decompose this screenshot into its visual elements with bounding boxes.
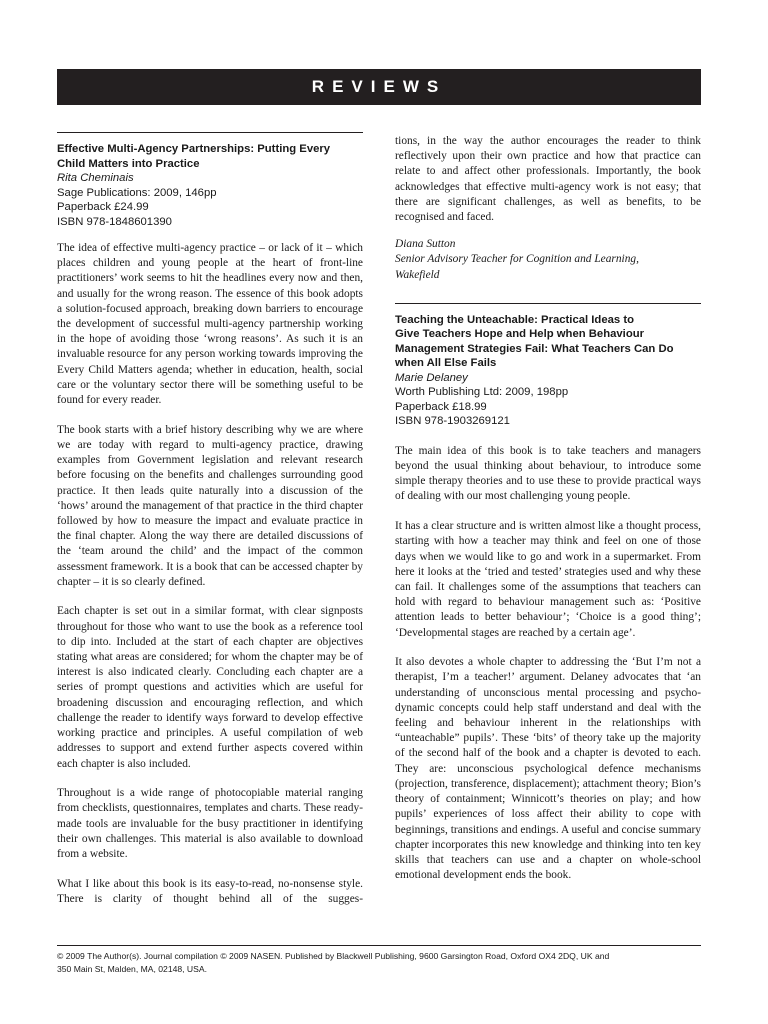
review1-author: Rita Cheminais: [57, 172, 134, 184]
review1-paragraph: What I like about this book is its easy-to-read, no-nonsense style. There is clarity of thought behind all of the sugges-: [57, 877, 363, 905]
review1-title-line: Child Matters into Practice: [57, 157, 200, 170]
review2-paragraph: It also devotes a whole chapter to addressing the ‘But I’m not a therapist, I’m a teacher!’ argument. Delaney advocates that ‘an understanding of unconscious mental processing and psycho-dynamic concepts could help staff understand and deal with the feeling and behaviour inherent in the relationships with “unteachable” pupils’. These ‘bits’ of theory take up the majority of the second half of the book and a chapter is devoted to each. They are: unconscious psychological defence mechanisms (projection, transference, displacement); attachment theory; Bion’s theory of containment; Winnicott’s theories on play; and how pupils’ experiences of loss affect their ability to cope with beginnings, transitions and endings. A useful and concise summary chapter incorporates this new knowledge and thinking into ten key skills that teachers can use and a chapter on whole-school emotional development ends the book.: [395, 656, 701, 882]
review2-title-line: when All Else Fails: [395, 357, 497, 370]
review1-reviewer-location: Wakefield: [395, 268, 440, 281]
review1-reviewer-role: Senior Advisory Teacher for Cognition and Learning,: [395, 253, 639, 266]
review2-publisher: Worth Publishing Ltd: 2009, 198pp: [395, 386, 569, 399]
review2-price: Paperback £18.99: [395, 400, 487, 413]
copyright-footer: [57, 950, 707, 975]
review2-title-line: Management Strategies Fail: What Teachers Can Do: [395, 342, 674, 355]
right-column: [395, 134, 701, 898]
review1-paragraph: Each chapter is set out in a similar format, with clear signposts throughout for those who want to use the book as a reference tool to dip into. Included at the start of each chapter are objectives stating what areas are considered; for whom the chapter may be of interest is also indicated clearly. Concluding each chapter are a series of prompt questions and activities which are useful for broadening discussion and encouraging reflection, and which challenge the reader to identify ways forward to develop effective working practice and principles. A useful compilation of web addresses to support and extend further aspects covered within each chapter is also included.: [57, 605, 363, 770]
review2-paragraph: The main idea of this book is to take teachers and managers beyond the usual thinking about behaviour, to introduce some simple therapy theories and to use these to provide practical ways of dealing with our most challenging young people.: [395, 444, 701, 503]
review1-paragraph: Throughout is a wide range of photocopiable material ranging from checklists, questionnaires, templates and charts. These ready-made tools are invaluable for the busy practitioner in identifying their own challenges. This material is also available to download from a website.: [57, 787, 363, 861]
review2-author: Marie Delaney: [395, 371, 468, 384]
review-separator-rule: [395, 303, 701, 304]
review1-paragraph: The book starts with a brief history describing why we are where we are today with regard to multi-agency practice, drawing examples from Government legislation and relevant research before focusing on the benefits and challenges surrounding good practice. It then leads quite naturally into a discussion of the ‘hows’ around the management of that practice in the third chapter followed by how to measure the impact and evaluate practice in the final chapter. Along the way there are detailed discussions of the ‘team around the child’ and the impact of the common assessment framework. It is a book that can be accessed chapter by chapter – it is so clearly defined.: [57, 423, 363, 588]
review1-price: Paperback £24.99: [57, 201, 149, 213]
footer-rule: [57, 945, 701, 946]
review1-bibliographic-details: [57, 142, 363, 229]
copyright-line: © 2009 The Author(s). Journal compilation © 2009 NASEN. Published by Blackwell Publishing, 9600 Garsington Road, Oxford OX4 2DQ, UK and: [57, 951, 610, 961]
review1-title-line: Effective Multi-Agency Partnerships: Putting Every: [57, 143, 331, 155]
review1-paragraph: The idea of effective multi-agency practice – or lack of it – which places children and young people at the heart of front-line practitioners’ work seems to hit the headlines every now and then, and usually for the wrong reason. The essence of this book adopts a solution-focused approach, breaking down barriers to encourage the development of successful multi-agency partnership working in the hope of avoiding those ‘wrong reasons’. As such it is an invaluable resource for any person working towards improving the Every Child Matters agenda; whether in education, health, social care or the voluntary sector there will be something useful to be found for every reader.: [57, 242, 363, 407]
section-banner: REVIEWS: [57, 69, 701, 105]
copyright-address-line: 350 Main St, Malden, MA, 02148, USA.: [57, 963, 207, 974]
review-top-rule: [57, 132, 363, 133]
review1-paragraph-continued: tions, in the way the author encourages the reader to think reflectively upon their own practice and how that practice can relate to and affect other professionals. Importantly, the book acknowledges that effective multi-agency work is not easy; that there are significant challenges, as well as benefits, to be recognised and faced.: [395, 135, 701, 224]
review2-title-line: Give Teachers Hope and Help when Behaviour: [395, 328, 645, 341]
review1-publisher: Sage Publications: 2009, 146pp: [57, 186, 217, 199]
review2-title-line: Teaching the Unteachable: Practical Ideas to: [395, 313, 634, 326]
review1-reviewer-name: Diana Sutton: [395, 238, 456, 251]
review2-isbn: ISBN 978-1903269121: [395, 415, 510, 428]
left-column: [57, 132, 363, 922]
review2-paragraph: It has a clear structure and is written almost like a thought process, starting with how a teacher may think and feel on one of those days when we would like to go and work in a supermarket. From here it looks at the ‘tried and tested’ strategies used and why these can fail. It challenges some of the assumptions that teachers can hold with regard to behaviour management such as: ‘Positive attention leads to better behaviour’; ‘Choice is a good thing’; ‘Developmental stages are reached by a certain age’.: [395, 520, 701, 639]
review2-bibliographic-details: [395, 313, 701, 429]
review1-isbn: ISBN 978-1848601390: [57, 215, 172, 228]
